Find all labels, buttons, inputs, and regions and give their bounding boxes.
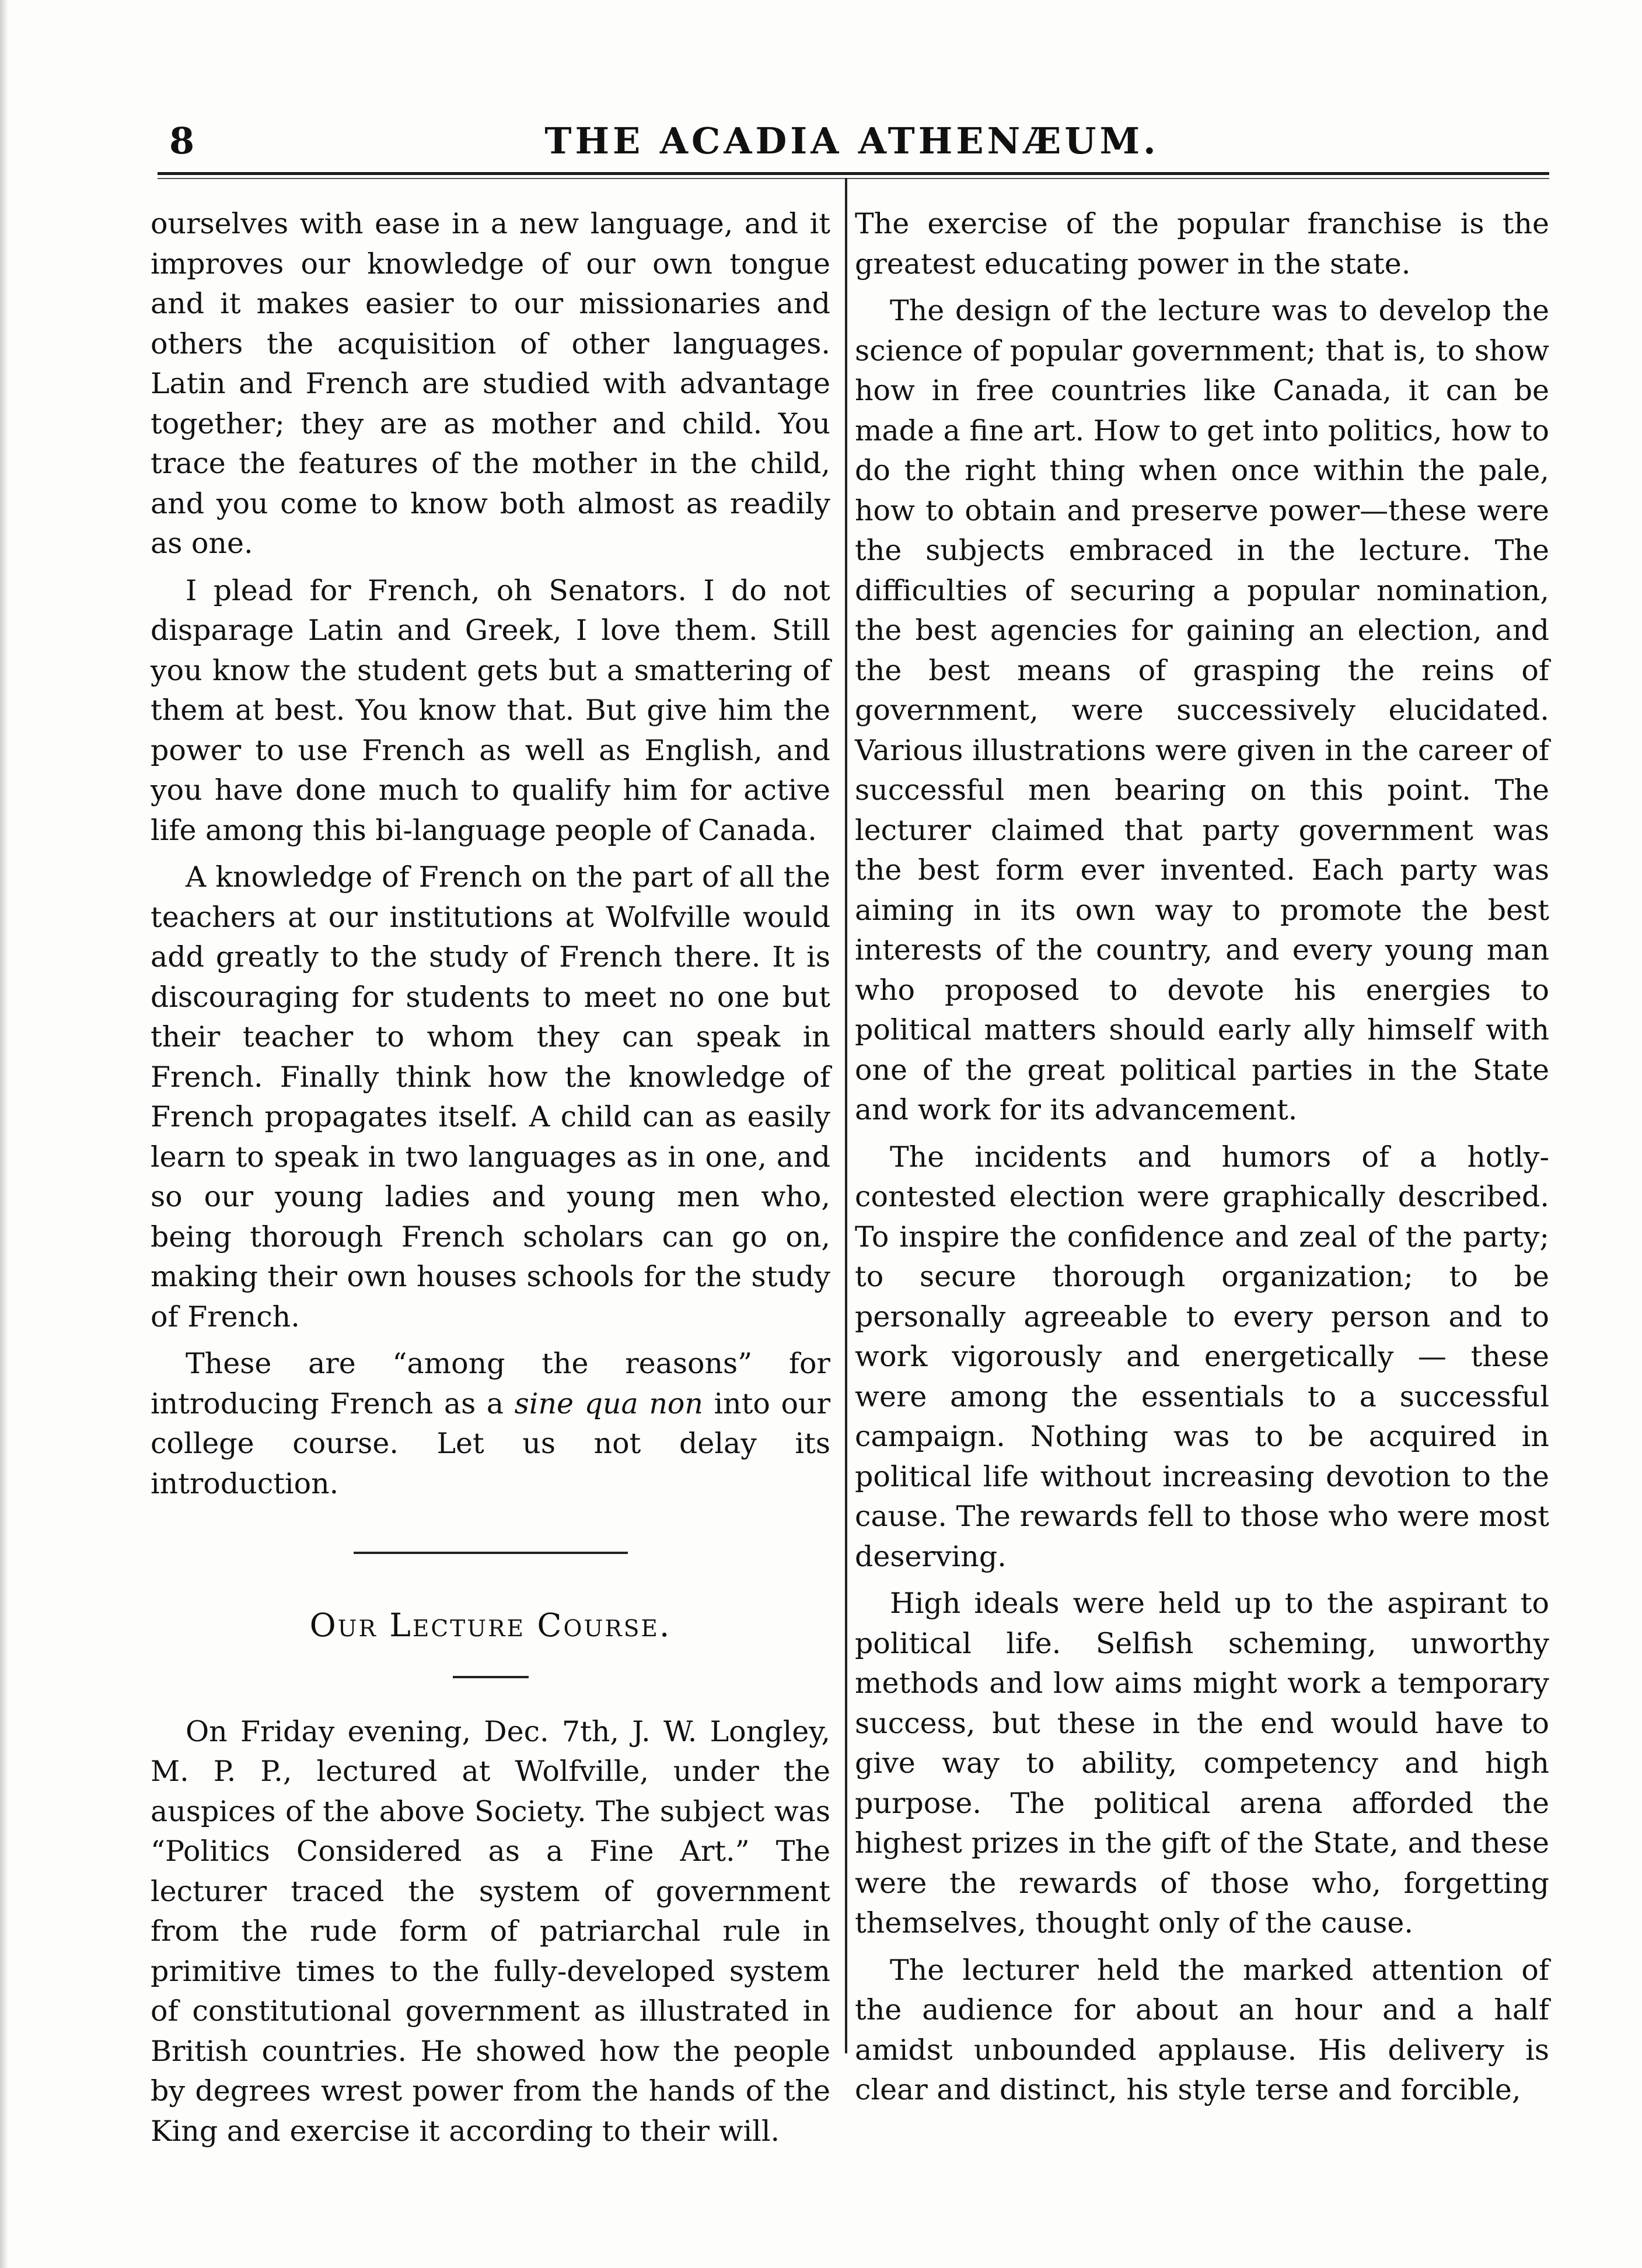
left-paragraph-5: On Friday evening, Dec. 7th, J. W. Longley, M. P. P., lectured at Wolfville, under the auspices of the above Society. The subject was “Politics Considered as a Fine Art.” The lecturer traced the system of government from the rude form of patriarchal rule in primitive times to the fully-developed system of constitutional government as illustrated in British countries. He showed how the people by degrees wrest power from the hands of the King and exercise it according to their will. <box>151 1714 830 2148</box>
left-paragraph-4 <box>151 1344 830 1504</box>
left-column <box>151 204 830 2151</box>
header-rule-thin <box>158 178 1549 179</box>
right-paragraph-3: The incidents and humors of a hotly-contested election were graphically described. To inspire the confidence and zeal of the party; to secure thorough organization; to be personally agreeable to every person and to work vigorously and energetically — these were among the essentials to a successful campaign. Nothing was to be acquired in political life without increasing devotion to the cause. The rewards fell to those who were most deserving. <box>855 1140 1549 1573</box>
right-paragraph-4: High ideals were held up to the aspirant to political life. Selfish scheming, unworthy methods and low aims might work a temporary success, but these in the end would have to give way to ability, competency and high purpose. The political arena afforded the highest prizes in the gift of the State, and these were the rewards of those who, forgetting themselves, thought only of the cause. <box>855 1587 1549 1940</box>
left-paragraph-4-before: These are “among the reasons” for introducing French as a <box>151 1347 830 1420</box>
right-paragraph-2: The design of the lecture was to develop the science of popular government; that is, to show how in free countries like Canada, it can be made a fine art. How to get into politics, how to do the right thing when once within the pale, how to obtain and preserve power—these were the subjects embraced in the lecture. The difficulties of securing a popular nomination, the best agencies for gaining an election, and the best means of grasping the reins of government, were successively elucidated. Various illustrations were given in the career of successful men bearing on this point. The lecturer claimed that party government was the best form ever invented. Each party was aiming in its own way to promote the best interests of the country, and every young man who proposed to devote his energies to political matters should early ally himself with one of the great political parties in the State and work for its advancement. <box>855 294 1549 1126</box>
scan-edge-shadow <box>0 0 8 2268</box>
left-paragraph-1: ourselves with ease in a new language, and it improves our knowledge of our own tongue and it makes easier to our missionaries and others the acquisition of other languages. Latin and French are studied with advantage together; they are as mother and child. You trace the features of the mother in the child, and you come to know both almost as readily as one. <box>151 207 830 560</box>
heading-underline-rule <box>453 1676 529 1678</box>
left-paragraph-3: A knowledge of French on the part of all the teachers at our institutions at Wolfville would add greatly to the study of French there. It is discouraging for students to meet no one but their teacher to whom they can speak in French. Finally think how the knowledge of French propagates itself. A child can as easily learn to speak in two languages as in one, and so our young ladies and young men who, being thorough French scholars can go on, making their own houses schools for the study of French. <box>151 860 830 1334</box>
page-number: 8 <box>169 120 195 162</box>
sine-qua-non-phrase: sine qua non <box>514 1387 703 1420</box>
section-separator-rule <box>354 1552 628 1554</box>
page-header <box>169 114 1535 166</box>
right-paragraph-5: The lecturer held the marked attention of the audience for about an hour and a half amidst unbounded applause. His delivery is clear and distinct, his style terse and forcible, <box>855 1953 1549 2106</box>
left-paragraph-2: I plead for French, oh Senators. I do not disparage Latin and Greek, I love them. Still you know the student gets but a smattering of them at best. You know that. But give him the power to use French as well as English, and you have done much to qualify him for active life among this bi-language people of Canada. <box>151 573 830 847</box>
column-divider <box>845 178 847 2053</box>
right-paragraph-1: The exercise of the popular franchise is the greatest educating power in the state. <box>855 207 1549 281</box>
running-title: THE ACADIA ATHENÆUM. <box>544 120 1159 162</box>
section-heading: Our Lecture Course. <box>309 1606 672 1644</box>
header-rule <box>158 172 1549 175</box>
left-paragraph-4-after: into our college course. Let us not delay its introduction. <box>151 1387 830 1500</box>
right-column <box>855 204 1549 2110</box>
